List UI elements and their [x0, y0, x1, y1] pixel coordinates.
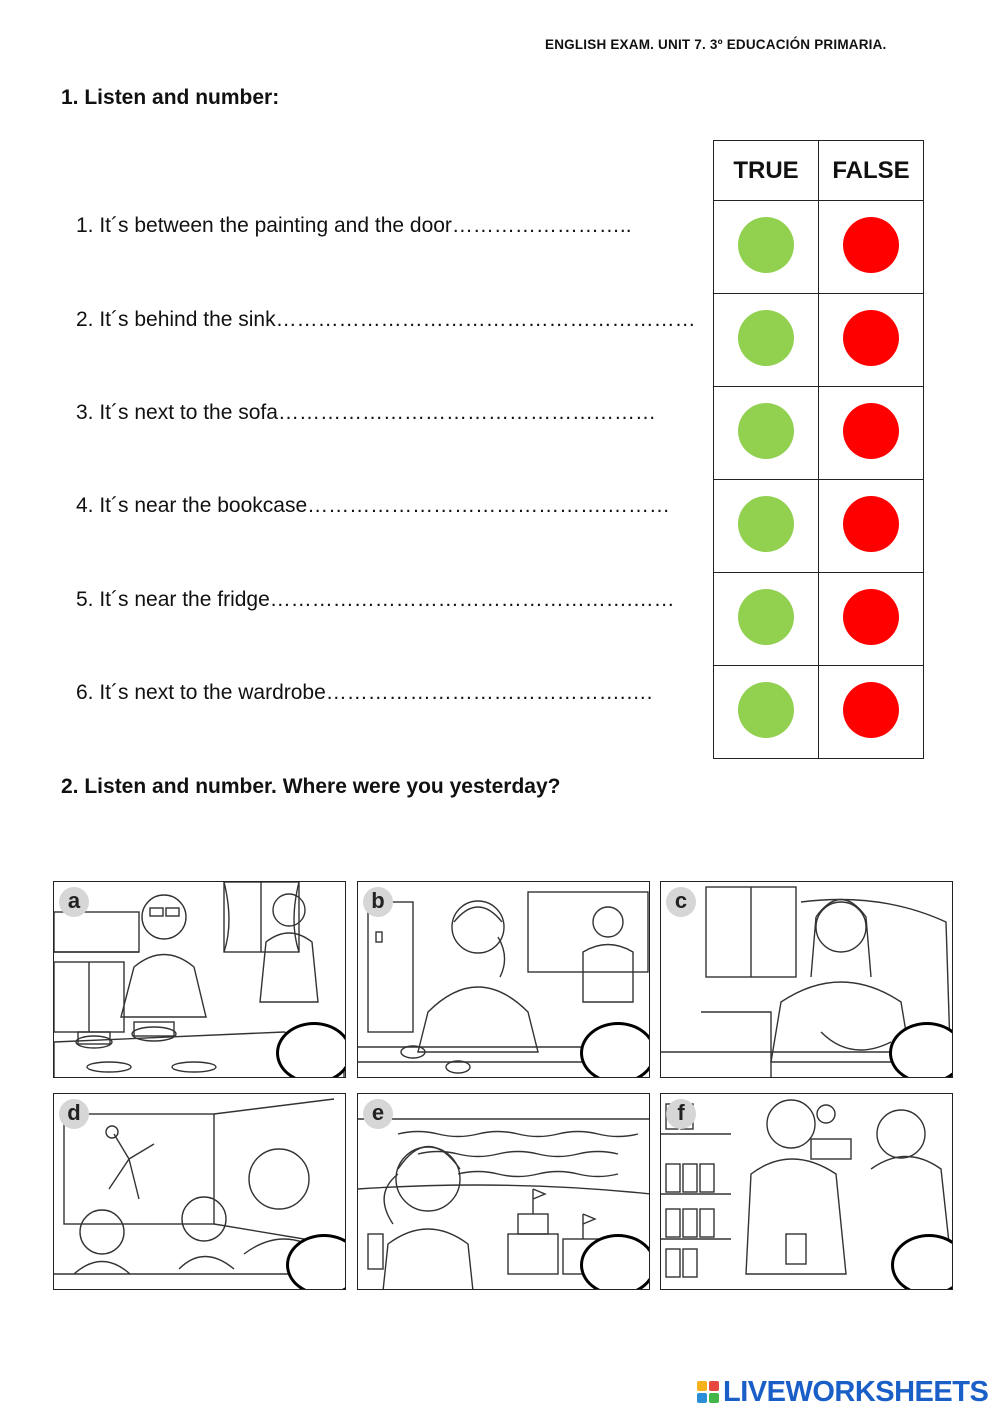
true-dot-1[interactable]	[738, 217, 794, 273]
picture-letter-a: a	[59, 887, 89, 917]
sentence-1: 1. It´s between the painting and the door……………………..	[76, 214, 632, 237]
false-dot-2[interactable]	[843, 310, 899, 366]
brand-name: LIVEWORKSHEETS	[723, 1375, 989, 1408]
true-header: TRUE	[714, 141, 819, 201]
picture-e-beach	[357, 1093, 650, 1290]
picture-c-living-room	[660, 881, 953, 1078]
exam-header: ENGLISH EXAM. UNIT 7. 3º EDUCACIÓN PRIMARIA.	[545, 37, 887, 52]
false-header: FALSE	[819, 141, 924, 201]
false-dot-6[interactable]	[843, 682, 899, 738]
sentence-3: 3. It´s next to the sofa………………………………………………	[76, 401, 656, 424]
liveworksheets-logo	[697, 1375, 988, 1409]
false-dot-1[interactable]	[843, 217, 899, 273]
picture-letter-d: d	[59, 1099, 89, 1129]
true-dot-3[interactable]	[738, 403, 794, 459]
sentence-2: 2. It´s behind the sink……………………………………………………	[76, 308, 696, 331]
picture-letter-f: f	[666, 1099, 696, 1129]
picture-f-supermarket	[660, 1093, 953, 1290]
picture-a-kitchen	[53, 881, 346, 1078]
false-dot-4[interactable]	[843, 496, 899, 552]
answer-circle-b[interactable]	[580, 1022, 650, 1078]
picture-letter-c: c	[666, 887, 696, 917]
true-false-table	[713, 140, 924, 759]
false-dot-3[interactable]	[843, 403, 899, 459]
section1-heading: 1. Listen and number:	[61, 86, 280, 109]
picture-letter-e: e	[363, 1099, 393, 1129]
sentence-6: 6. It´s next to the wardrobe…………………………………….….	[76, 681, 653, 704]
liveworksheets-icon	[697, 1381, 719, 1403]
false-dot-5[interactable]	[843, 589, 899, 645]
true-dot-4[interactable]	[738, 496, 794, 552]
true-dot-5[interactable]	[738, 589, 794, 645]
sentence-5: 5. It´s near the fridge…………………………………………….……	[76, 588, 675, 611]
section2-heading: 2. Listen and number. Where were you yesterday?	[61, 775, 561, 798]
sentence-4: 4. It´s near the bookcase…………………………………….………	[76, 494, 670, 517]
true-dot-6[interactable]	[738, 682, 794, 738]
answer-circle-a[interactable]	[276, 1022, 346, 1078]
picture-letter-b: b	[363, 887, 393, 917]
answer-circle-e[interactable]	[580, 1234, 650, 1290]
true-dot-2[interactable]	[738, 310, 794, 366]
picture-b-classroom	[357, 881, 650, 1078]
picture-d-cinema	[53, 1093, 346, 1290]
